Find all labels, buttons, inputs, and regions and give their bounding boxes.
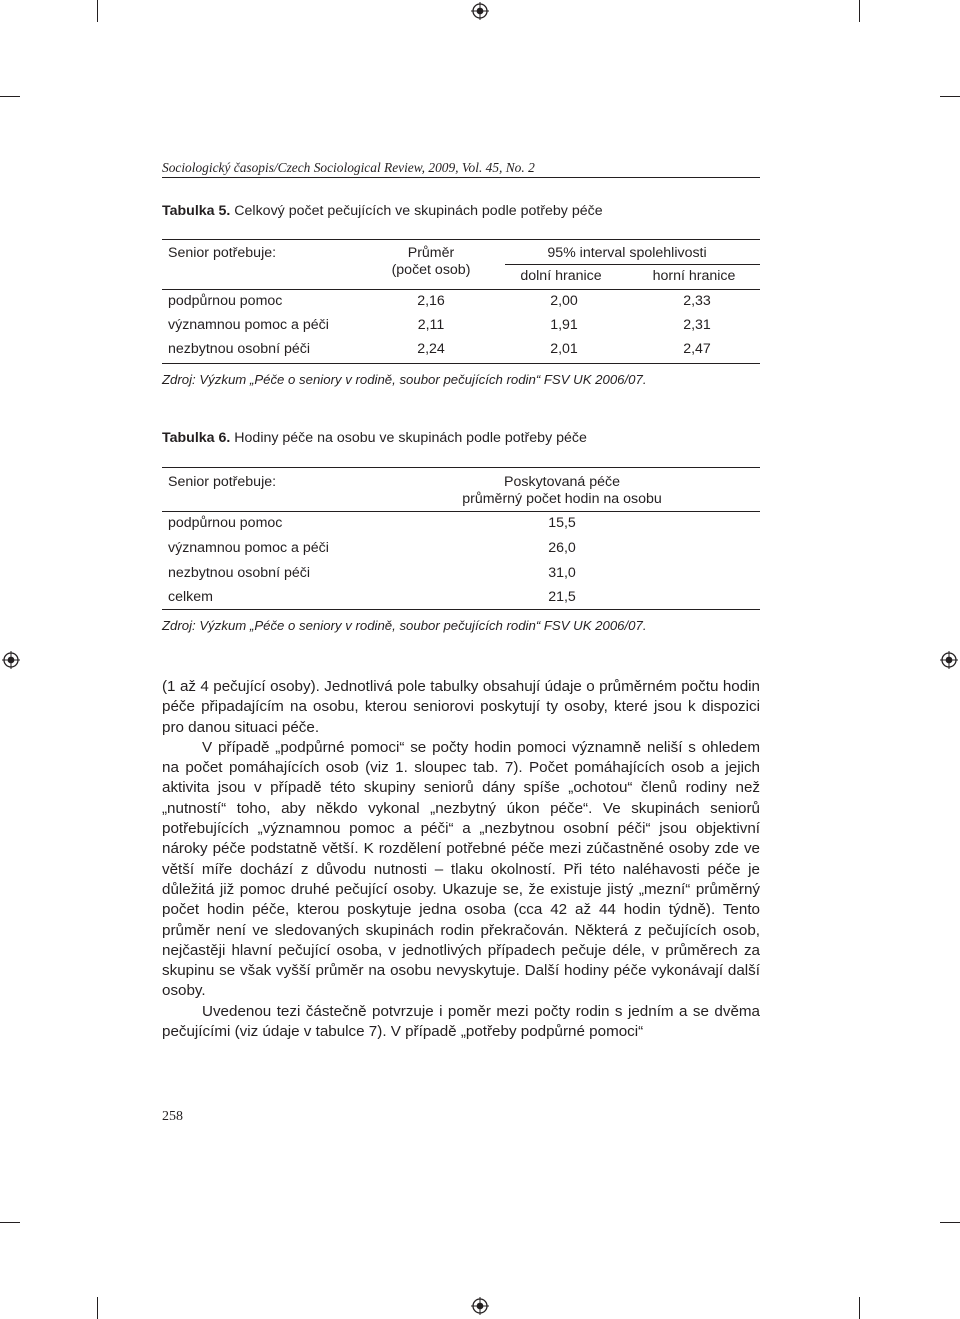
table6-header-rule [162,511,760,512]
table5-bottom-rule [162,363,760,364]
table6-caption [162,430,587,446]
running-header: Sociologický časopis/Czech Sociological Review, 2009, Vol. 45, No. 2 [162,160,535,175]
table5-col-lower: dolní hranice [520,268,602,284]
header-rule [162,177,760,178]
crop-mark [97,0,98,22]
registration-mark-icon [2,651,20,669]
crop-mark [859,1297,860,1319]
crop-mark [0,1222,20,1223]
table6-col-care: Poskytovaná péče průměrný počet hodin na osobu [462,474,662,507]
page-number: 258 [162,1109,183,1124]
crop-mark [97,1297,98,1319]
crop-mark [940,96,960,97]
body-text [162,677,760,1042]
paragraph: Uvedenou tezi částečně potvrzuje i poměr mezi počty rodin s jedním a se dvěma pečujícími (viz údaje v tabulce 7). V případě „potřeby podpůrné pomoci“ [162,1002,760,1041]
paragraph: (1 až 4 pečující osoby). Jednotlivá pole tabulky obsahují údaje o průměrném počtu hodin péče připadajícím na osobu, kterou seniorovi poskytují ty osoby, které jsou k dispozici pro danou situaci péče. [162,678,760,736]
table5-title: Celkový počet pečujících ve skupinách podle potřeby péče [234,203,603,219]
table6-bottom-rule [162,609,760,610]
crop-mark [0,96,20,97]
table5-col-need: Senior potřebuje: [168,245,277,261]
table5-col-upper: horní hranice [652,268,736,284]
registration-mark-icon [471,1297,489,1315]
table5-top-rule [162,239,760,240]
table5-col-mean: Průměr (počet osob) [391,245,471,278]
table6-label: Tabulka 6. [162,430,231,446]
table6-source: Zdroj: Výzkum „Péče o seniory v rodině, soubor pečujících rodin“ FSV UK 2006/07. [162,618,647,633]
registration-mark-icon [471,2,489,20]
crop-mark [859,0,860,22]
table5-col-ci: 95% interval spolehlivosti [547,245,707,261]
table5-source: Zdroj: Výzkum „Péče o seniory v rodině, soubor pečujících rodin“ FSV UK 2006/07. [162,372,647,387]
crop-mark [940,1222,960,1223]
table5-header-rule [162,289,760,290]
registration-mark-icon [940,651,958,669]
table5-caption [162,203,603,219]
table5-ci-rule [505,264,760,265]
table6-top-rule [162,467,760,468]
table6-title: Hodiny péče na osobu ve skupinách podle potřeby péče [234,430,587,446]
paragraph: V případě „podpůrné pomoci“ se počty hodin pomoci významně neliší s ohledem na počet pomáhajících osob (viz 1. sloupec tab. 7). Počet pomáhajících osob a jejich aktivita jsou v případě této skupiny seniorů dány spíše „ochotou“ členů rodiny než „nutností“ toho, aby někdo vykonal „nezbytný úkon péče“. Ve skupinách seniorů potřebujících „významnou pomoc a péči“ a „nezbytnou osobní péči“ jsou objektivní nároky péče podstatně větší. K rozdělení potřebné péče mezi zúčastněné osoby zde ve větší míře dochází z důvodu nutnosti – tlaku okolností. Při této naléhavosti péče je důležitá již pomoc druhé pečující osoby. Ukazuje se, že existuje jistý „mezní“ průměrný počet hodin péče, kterou poskytuje jedna osoba (cca 42 až 44 hodin týdně). Tento průměr není ve sledovaných skupinách rodin překračován. Některá z pečujících osob, nejčastěji hlavní pečující osoba, v jednotlivých případech pečuje déle, v průměrech za skupinu se však vyšší průměr na osobu nevyskytuje. Další hodiny péče vykonávají další osoby. [162,738,760,1000]
table6-col-need: Senior potřebuje: [168,474,277,490]
table5-label: Tabulka 5. [162,203,231,219]
